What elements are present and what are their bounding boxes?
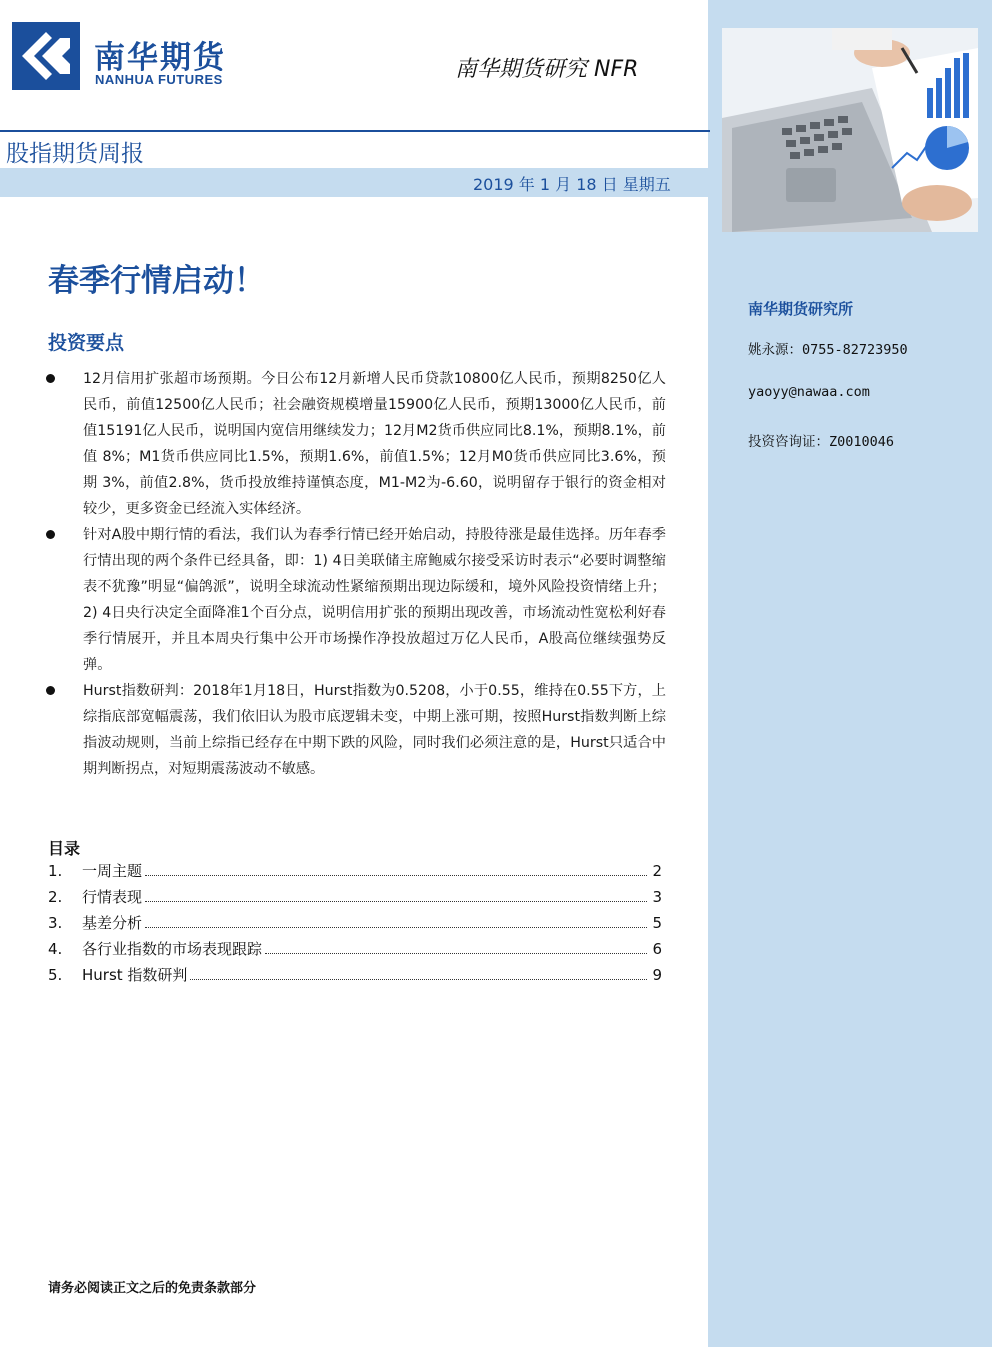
toc-page: 5: [652, 914, 662, 932]
section-title-key-points: 投资要点: [48, 332, 125, 354]
toc-entry[interactable]: [48, 964, 662, 990]
nanhua-logo-icon: [12, 22, 80, 90]
bullet-dot-icon: [46, 686, 55, 695]
toc-label: 一周主题: [82, 862, 143, 880]
toc-leader-dots: [145, 927, 647, 928]
toc-label: 各行业指数的市场表现跟踪: [82, 940, 263, 958]
bullet-text: 12月信用扩张超市场预期。今日公布12月新增人民币贷款10800亿人民币，预期8250亿人民币，前值12500亿人民币；社会融资规模增量15900亿人民币，预期13000亿人民币，前值15191亿人民币，说明国内宽信用继续发力；12月M2货币供应同比8.1%，预期8.1%，前值 8%；M1货币供应同比1.5%，预期1.6%，前值1.5%；12月M0货币供应同比3.6%，预期 3%，前值2.8%，货币投放维持谨慎态度，M1-M2为-6.60，说明留存于银行的资金相对较少，更多资金已经流入实体经济。: [83, 371, 666, 517]
disclaimer-footer: 请务必阅读正文之后的免责条款部分: [48, 1281, 257, 1296]
toc-entry[interactable]: [48, 912, 662, 938]
toc-page: 6: [652, 940, 662, 958]
toc-entry[interactable]: [48, 938, 662, 964]
table-of-contents: [48, 860, 662, 990]
toc-entry[interactable]: [48, 860, 662, 886]
toc-leader-dots: [145, 901, 647, 902]
bullet-dot-icon: [46, 374, 55, 383]
toc-leader-dots: [190, 979, 647, 980]
bullet-text: 针对A股中期行情的看法，我们认为春季行情已经开始启动，持股待涨是最佳选择。历年春季行情出现的两个条件已经具备，即：1) 4日美联储主席鲍威尔接受采访时表示“必要时调整缩表不犹豫”明显“偏鸽派”，说明全球流动性紧缩预期出现边际缓和，境外风险投资情绪上升；2) 4日央行决定全面降准1个百分点，说明信用扩张的预期出现改善，市场流动性宽松利好春季行情展开，并且本周央行集中公开市场操作净投放超过万亿人民币，A股高位继续强势反弹。: [83, 527, 666, 673]
research-brand-label: 南华期货研究 NFR: [455, 57, 639, 82]
key-points-list: [46, 366, 666, 782]
toc-number: 5.: [48, 966, 63, 984]
hero-photo: [722, 28, 978, 232]
toc-number: 1.: [48, 862, 63, 880]
logo-chinese-name: 南华期货: [94, 40, 226, 76]
report-headline: 春季行情启动！: [48, 263, 265, 299]
toc-number: 2.: [48, 888, 63, 906]
list-item: [46, 678, 666, 782]
toc-title: 目录: [48, 839, 81, 858]
list-item: [46, 366, 666, 522]
bullet-dot-icon: [46, 530, 55, 539]
toc-leader-dots: [265, 953, 647, 954]
logo-english-name: NANHUA FUTURES: [95, 72, 223, 87]
toc-page: 2: [652, 862, 662, 880]
bullet-text: Hurst指数研判：2018年1月18日，Hurst指数为0.5208，小于0.55，维持在0.55下方，上综指底部宽幅震荡，我们依旧认为股市底逻辑未变，中期上涨可期，按照Hurst指数判断上综指波动规则，当前上综指已经存在中期下跌的风险，同时我们必须注意的是，Hurst只适合中期判断拐点，对短期震荡波动不敏感。: [83, 683, 666, 777]
analyst-email[interactable]: yaoyy@nawaa.com: [748, 384, 870, 400]
toc-entry[interactable]: [48, 886, 662, 912]
report-date: 2019 年 1 月 18 日 星期五: [473, 175, 671, 194]
report-type: 股指期货周报: [6, 141, 144, 167]
toc-number: 4.: [48, 940, 63, 958]
toc-leader-dots: [145, 875, 647, 876]
hero-illustration: [722, 28, 978, 232]
toc-label: 行情表现: [82, 888, 143, 906]
license-number: 投资咨询证：Z0010046: [748, 434, 895, 450]
research-institute-name: 南华期货研究所: [748, 300, 854, 318]
toc-label: Hurst 指数研判: [82, 966, 188, 984]
toc-number: 3.: [48, 914, 63, 932]
toc-page: 9: [652, 966, 662, 984]
analyst-phone: 姚永源：0755-82723950: [748, 342, 908, 358]
toc-label: 基差分析: [82, 914, 143, 932]
toc-page: 3: [652, 888, 662, 906]
list-item: [46, 522, 666, 678]
